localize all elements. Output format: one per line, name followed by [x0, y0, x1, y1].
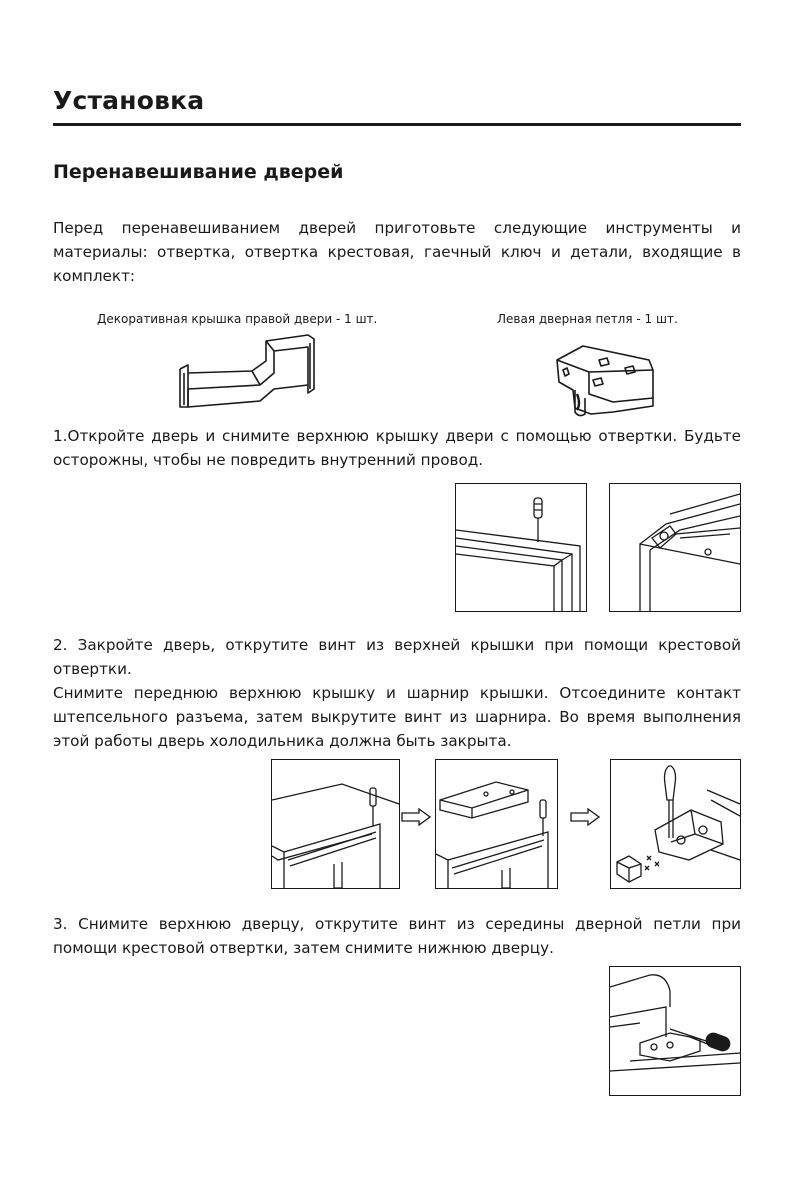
step-line: этой работы дверь холодильника должна быть закрыта. — [53, 732, 512, 750]
part-label-hinge: Левая дверная петля - 1 шт. — [497, 312, 678, 326]
step-line: 1.Откройте дверь и снимите верхнюю крышку двери с помощью отвертки. Будьте — [53, 427, 741, 445]
step-2-image-a — [271, 759, 400, 889]
title-divider — [53, 123, 741, 126]
step-1-text — [53, 424, 741, 472]
intro-paragraph — [53, 216, 741, 288]
step-line: Снимите переднюю верхнюю крышку и шарнир крышки. Отсоедините контакт — [53, 684, 741, 702]
page-title: Установка — [53, 86, 205, 115]
part-label-cover: Декоративная крышка правой двери - 1 шт. — [97, 312, 378, 326]
step-line: помощи крестовой отвертки, затем снимите нижнюю дверцу. — [53, 939, 554, 957]
step-2-text — [53, 633, 741, 753]
intro-line: комплект: — [53, 267, 136, 285]
intro-line: материалы: отвертка, отвертка крестовая, гаечный ключ и детали, входящие в — [53, 243, 741, 261]
right-arrow-icon — [570, 808, 600, 830]
step-2-image-c — [610, 759, 741, 889]
door-hinge-part-icon — [553, 342, 657, 422]
section-title: Перенавешивание дверей — [53, 161, 344, 183]
step-line: 3. Снимите верхнюю дверцу, открутите винт из середины дверной петли при — [53, 915, 741, 933]
step-3-text — [53, 912, 741, 960]
step-3-image — [609, 966, 741, 1096]
step-line: 2. Закройте дверь, открутите винт из верхней крышки при помощи крестовой — [53, 636, 741, 654]
right-arrow-icon — [401, 808, 431, 830]
step-1-image-a — [455, 483, 587, 612]
door-cover-part-icon — [174, 333, 330, 413]
step-line: осторожны, чтобы не повредить внутренний провод. — [53, 451, 484, 469]
intro-line: Перед перенавешиванием дверей приготовьте следующие инструменты и — [53, 219, 741, 237]
step-1-image-b — [609, 483, 741, 612]
step-2-image-b — [435, 759, 558, 889]
step-line: отвертки. — [53, 660, 132, 678]
step-line: штепсельного разъема, затем выкрутите винт из шарнира. Во время выполнения — [53, 708, 741, 726]
